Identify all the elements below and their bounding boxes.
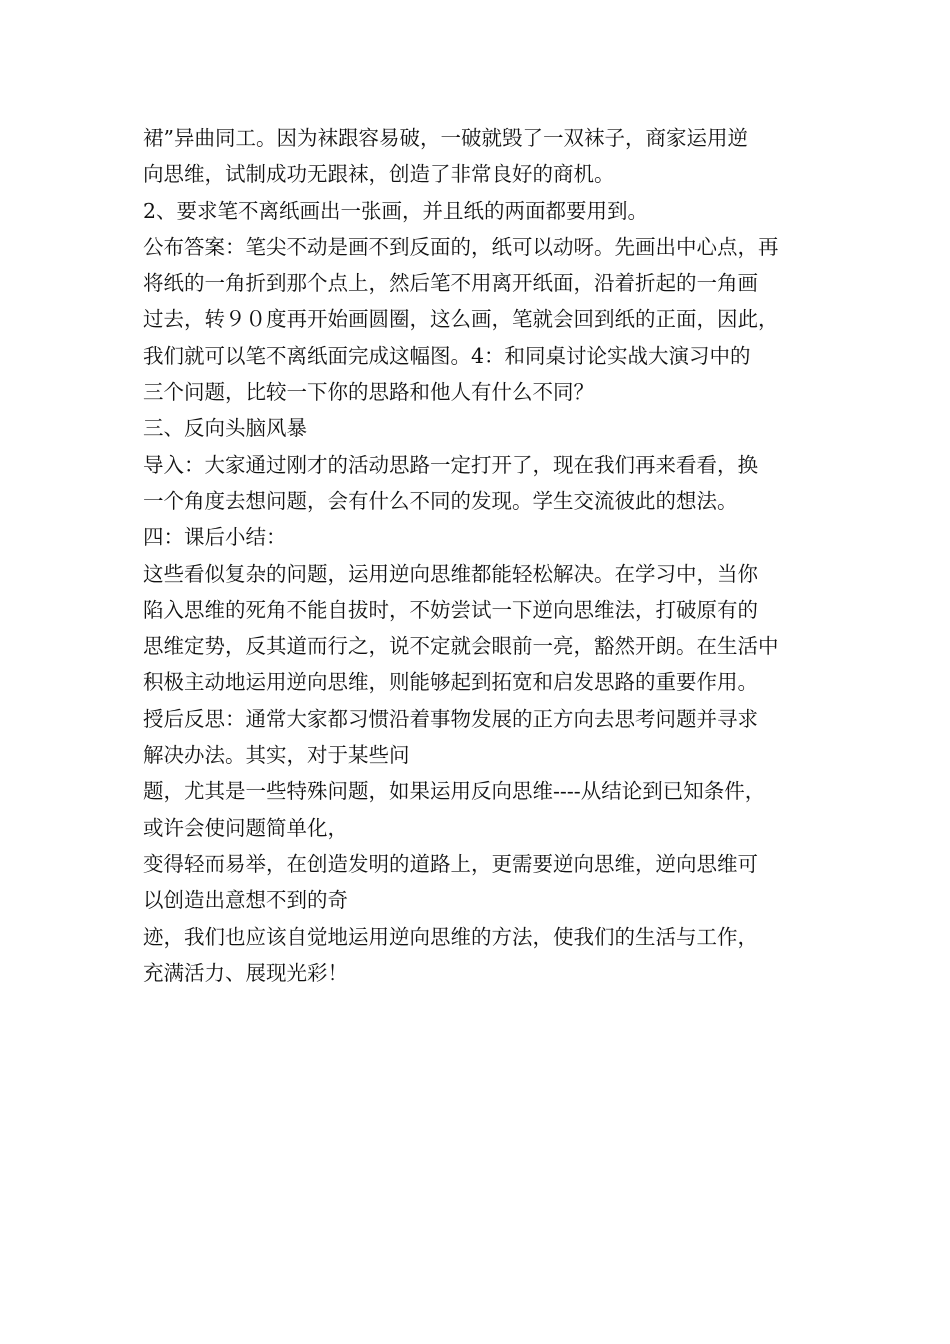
text-line: 公布答案：笔尖不动是画不到反面的，纸可以动呀。先画出中心点，再 [143,234,779,259]
text-line: 或许会使问题简单化， [143,815,348,840]
text-line: 这些看似复杂的问题，运用逆向思维都能轻松解决。在学习中，当你 [143,561,758,586]
text-line: 题，尤其是一些特殊问题，如果运用反向思维----从结论到已知条件， [143,779,766,804]
text-line: 迹，我们也应该自觉地运用逆向思维的方法，使我们的生活与工作， [143,924,758,949]
text-line: 将纸的一角折到那个点上，然后笔不用离开纸面，沿着折起的一角画 [143,271,758,296]
text-line: 变得轻而易举，在创造发明的道路上，更需要逆向思维，逆向思维可 [143,851,758,876]
text-line: 过去，转９０度再开始画圆圈，这么画，笔就会回到纸的正面，因此， [143,307,779,332]
text-line: 授后反思：通常大家都习惯沿着事物发展的正方向去思考问题并寻求 [143,706,758,731]
text-line: 我们就可以笔不离纸面完成这幅图。4：和同桌讨论实战大演习中的 [143,343,751,368]
section-heading: 四：课后小结： [143,525,287,550]
text-line: 陷入思维的死角不能自拔时，不妨尝试一下逆向思维法，打破原有的 [143,597,758,622]
body-text [143,120,823,991]
text-line: 裙”异曲同工。因为袜跟容易破，一破就毁了一双袜子，商家运用逆 [143,126,748,150]
text-line: 三个问题，比较一下你的思路和他人有什么不同？ [143,380,594,405]
text-line: 导入：大家通过刚才的活动思路一定打开了，现在我们再来看看，换 [143,452,758,477]
text-line: 充满活力、展现光彩！ [143,960,348,985]
text-line: 积极主动地运用逆向思维，则能够起到拓宽和启发思路的重要作用。 [143,670,758,695]
text-line: 解决办法。其实，对于某些问 [143,743,410,768]
text-line: 一个角度去想问题，会有什么不同的发现。学生交流彼此的想法。 [143,488,738,513]
text-line: 2、要求笔不离纸画出一张画，并且纸的两面都要用到。 [143,198,649,223]
text-line: 以创造出意想不到的奇 [143,888,348,913]
text-line: 向思维，试制成功无跟袜，创造了非常良好的商机。 [143,162,615,187]
text-line: 思维定势，反其道而行之，说不定就会眼前一亮，豁然开朗。在生活中 [143,634,779,659]
section-heading: 三、反向头脑风暴 [143,416,307,441]
